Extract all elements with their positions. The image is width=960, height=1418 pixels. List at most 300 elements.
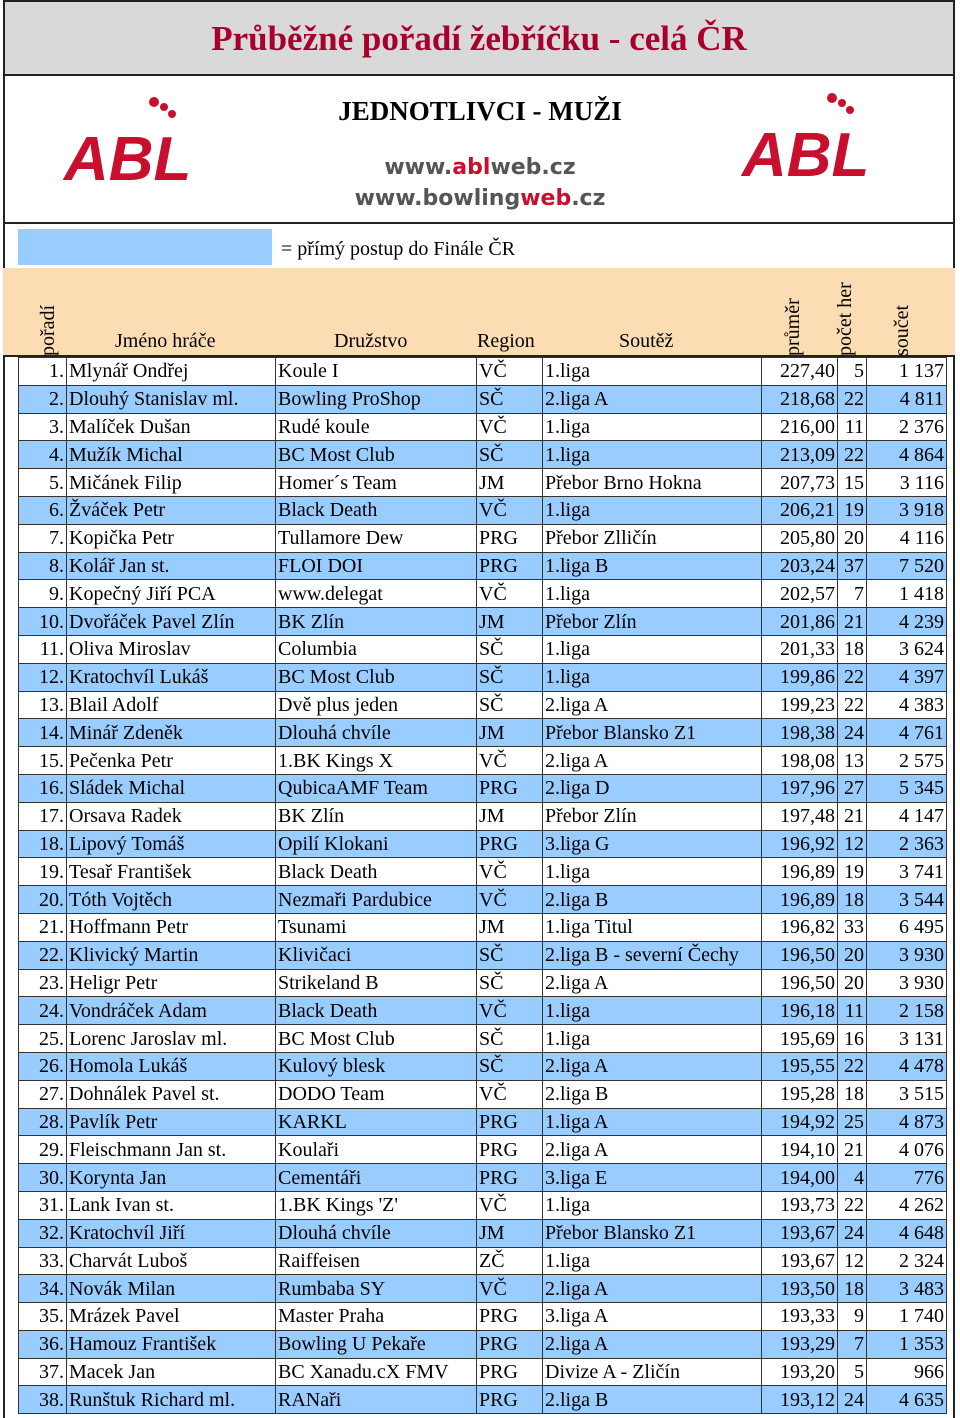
cell-average: 203,24 <box>762 552 838 580</box>
website-link-bowling[interactable] <box>0 186 960 211</box>
cell-region: PRG <box>477 1303 543 1331</box>
cell-player-name: Malíček Dušan <box>67 413 276 441</box>
cell-team: Klivičaci <box>276 941 477 969</box>
cell-average: 213,09 <box>762 441 838 469</box>
cell-rank: 8. <box>19 552 67 580</box>
cell-player-name: Dohnálek Pavel st. <box>67 1080 276 1108</box>
col-header-region: Region <box>477 330 535 352</box>
cell-player-name: Fleischmann Jan st. <box>67 1136 276 1164</box>
cell-player-name: Mužík Michal <box>67 441 276 469</box>
cell-team: 1.BK Kings 'Z' <box>276 1191 477 1219</box>
cell-league: 2.liga A <box>543 691 762 719</box>
cell-league: 3.liga G <box>543 830 762 858</box>
cell-region: VČ <box>477 1191 543 1219</box>
cell-league: 1.liga A <box>543 1108 762 1136</box>
cell-rank: 13. <box>19 691 67 719</box>
cell-region: SČ <box>477 441 543 469</box>
cell-region: VČ <box>477 496 543 524</box>
cell-team: Raiffeisen <box>276 1247 477 1275</box>
cell-rank: 2. <box>19 385 67 413</box>
cell-player-name: Heligr Petr <box>67 969 276 997</box>
cell-total: 4 635 <box>867 1386 947 1414</box>
cell-player-name: Lipový Tomáš <box>67 830 276 858</box>
cell-average: 194,00 <box>762 1164 838 1192</box>
cell-total: 2 575 <box>867 747 947 775</box>
cell-league: 1.liga <box>543 858 762 886</box>
cell-average: 193,67 <box>762 1247 838 1275</box>
cell-average: 193,33 <box>762 1303 838 1331</box>
cell-total: 4 864 <box>867 441 947 469</box>
cell-region: PRG <box>477 524 543 552</box>
logo-text-right: ABL <box>742 121 870 182</box>
table-row <box>19 1275 947 1303</box>
page-subtitle: JEDNOTLIVCI - MUŽI <box>338 96 622 126</box>
abl-logo-left <box>62 96 192 186</box>
table-row <box>19 1330 947 1358</box>
site1-prefix: www. <box>384 155 453 180</box>
cell-average: 193,20 <box>762 1358 838 1386</box>
cell-games: 20 <box>838 969 867 997</box>
cell-region: PRG <box>477 830 543 858</box>
cell-games: 15 <box>838 469 867 497</box>
cell-average: 197,96 <box>762 774 838 802</box>
cell-average: 196,89 <box>762 886 838 914</box>
cell-player-name: Sládek Michal <box>67 774 276 802</box>
cell-average: 196,50 <box>762 969 838 997</box>
cell-player-name: Kratochvíl Lukáš <box>67 663 276 691</box>
legend-color-swatch <box>18 229 272 265</box>
table-row <box>19 1164 947 1192</box>
cell-team: Koulaři <box>276 1136 477 1164</box>
cell-region: PRG <box>477 1330 543 1358</box>
cell-player-name: Tóth Vojtěch <box>67 886 276 914</box>
cell-average: 199,86 <box>762 663 838 691</box>
table-row <box>19 858 947 886</box>
cell-team: DODO Team <box>276 1080 477 1108</box>
cell-player-name: Pečenka Petr <box>67 747 276 775</box>
cell-rank: 12. <box>19 663 67 691</box>
cell-league: 1.liga B <box>543 552 762 580</box>
cell-league: 1.liga <box>543 635 762 663</box>
cell-rank: 36. <box>19 1330 67 1358</box>
cell-region: ZČ <box>477 1247 543 1275</box>
cell-team: BK Zlín <box>276 802 477 830</box>
cell-games: 11 <box>838 413 867 441</box>
cell-games: 7 <box>838 580 867 608</box>
table-row <box>19 413 947 441</box>
cell-average: 198,38 <box>762 719 838 747</box>
cell-player-name: Homola Lukáš <box>67 1052 276 1080</box>
cell-player-name: Novák Milan <box>67 1275 276 1303</box>
cell-total: 4 239 <box>867 608 947 636</box>
cell-team: FLOI DOI <box>276 552 477 580</box>
title-bar <box>3 0 955 76</box>
cell-player-name: Klivický Martin <box>67 941 276 969</box>
cell-rank: 15. <box>19 747 67 775</box>
cell-rank: 17. <box>19 802 67 830</box>
cell-league: 2.liga B <box>543 1386 762 1414</box>
table-row <box>19 496 947 524</box>
cell-league: Přebor Brno Hokna <box>543 469 762 497</box>
cell-rank: 25. <box>19 1025 67 1053</box>
cell-total: 2 363 <box>867 830 947 858</box>
cell-team: BC Most Club <box>276 1025 477 1053</box>
table-row <box>19 524 947 552</box>
table-row <box>19 1358 947 1386</box>
cell-league: 1.liga <box>543 358 762 386</box>
cell-rank: 26. <box>19 1052 67 1080</box>
cell-games: 37 <box>838 552 867 580</box>
cell-average: 195,55 <box>762 1052 838 1080</box>
cell-average: 216,00 <box>762 413 838 441</box>
cell-league: 2.liga A <box>543 1136 762 1164</box>
col-header-team: Družstvo <box>334 330 408 352</box>
cell-total: 1 137 <box>867 358 947 386</box>
cell-team: Tsunami <box>276 913 477 941</box>
table-row <box>19 635 947 663</box>
cell-average: 196,92 <box>762 830 838 858</box>
cell-league: 1.liga Titul <box>543 913 762 941</box>
cell-region: SČ <box>477 691 543 719</box>
cell-rank: 14. <box>19 719 67 747</box>
cell-team: RANaři <box>276 1386 477 1414</box>
cell-player-name: Mlynář Ondřej <box>67 358 276 386</box>
cell-league: 2.liga B <box>543 886 762 914</box>
cell-player-name: Pavlík Petr <box>67 1108 276 1136</box>
cell-games: 22 <box>838 1052 867 1080</box>
cell-total: 4 648 <box>867 1219 947 1247</box>
cell-region: PRG <box>477 1164 543 1192</box>
cell-player-name: Dlouhý Stanislav ml. <box>67 385 276 413</box>
table-row <box>19 1303 947 1331</box>
cell-games: 13 <box>838 747 867 775</box>
cell-league: 2.liga A <box>543 969 762 997</box>
cell-region: PRG <box>477 552 543 580</box>
cell-player-name: Minář Zdeněk <box>67 719 276 747</box>
cell-rank: 5. <box>19 469 67 497</box>
col-header-name: Jméno hráče <box>115 330 216 352</box>
cell-rank: 23. <box>19 969 67 997</box>
cell-region: VČ <box>477 747 543 775</box>
cell-total: 3 131 <box>867 1025 947 1053</box>
table-row <box>19 969 947 997</box>
cell-games: 18 <box>838 1080 867 1108</box>
cell-team: Cementáři <box>276 1164 477 1192</box>
cell-team: Bowling U Pekaře <box>276 1330 477 1358</box>
table-row <box>19 830 947 858</box>
col-header-rank: pořadí <box>37 304 59 356</box>
cell-total: 4 116 <box>867 524 947 552</box>
cell-region: PRG <box>477 1108 543 1136</box>
cell-total: 3 624 <box>867 635 947 663</box>
cell-rank: 32. <box>19 1219 67 1247</box>
cell-league: 1.liga <box>543 1191 762 1219</box>
cell-average: 196,82 <box>762 913 838 941</box>
cell-player-name: Kopička Petr <box>67 524 276 552</box>
cell-games: 33 <box>838 913 867 941</box>
table-row <box>19 1136 947 1164</box>
cell-average: 196,89 <box>762 858 838 886</box>
cell-player-name: Orsava Radek <box>67 802 276 830</box>
cell-league: 1.liga <box>543 441 762 469</box>
table-row <box>19 358 947 386</box>
col-header-games: počet her <box>834 282 856 356</box>
cell-region: VČ <box>477 413 543 441</box>
cell-league: 2.liga A <box>543 747 762 775</box>
cell-total: 3 544 <box>867 886 947 914</box>
cell-rank: 37. <box>19 1358 67 1386</box>
site2-accent: web <box>520 186 572 211</box>
table-row <box>19 663 947 691</box>
table-row <box>19 802 947 830</box>
cell-league: 1.liga <box>543 496 762 524</box>
cell-league: Přebor Blansko Z1 <box>543 1219 762 1247</box>
table-row <box>19 385 947 413</box>
cell-average: 193,29 <box>762 1330 838 1358</box>
cell-rank: 7. <box>19 524 67 552</box>
cell-average: 198,08 <box>762 747 838 775</box>
cell-player-name: Kolář Jan st. <box>67 552 276 580</box>
cell-total: 4 811 <box>867 385 947 413</box>
cell-team: KARKL <box>276 1108 477 1136</box>
cell-games: 22 <box>838 663 867 691</box>
cell-average: 193,50 <box>762 1275 838 1303</box>
cell-games: 22 <box>838 385 867 413</box>
cell-games: 21 <box>838 1136 867 1164</box>
table-row <box>19 1219 947 1247</box>
cell-team: BC Most Club <box>276 441 477 469</box>
cell-average: 194,10 <box>762 1136 838 1164</box>
cell-average: 207,73 <box>762 469 838 497</box>
cell-rank: 19. <box>19 858 67 886</box>
cell-player-name: Hamouz František <box>67 1330 276 1358</box>
col-header-total: součet <box>891 304 913 356</box>
cell-games: 5 <box>838 358 867 386</box>
cell-total: 5 345 <box>867 774 947 802</box>
cell-player-name: Hoffmann Petr <box>67 913 276 941</box>
table-row <box>19 580 947 608</box>
table-row <box>19 913 947 941</box>
cell-team: Rumbaba SY <box>276 1275 477 1303</box>
cell-team: Black Death <box>276 496 477 524</box>
cell-team: BC Xanadu.cX FMV <box>276 1358 477 1386</box>
cell-region: SČ <box>477 941 543 969</box>
cell-player-name: Korynta Jan <box>67 1164 276 1192</box>
cell-rank: 27. <box>19 1080 67 1108</box>
cell-total: 4 262 <box>867 1191 947 1219</box>
cell-region: JM <box>477 913 543 941</box>
cell-total: 2 376 <box>867 413 947 441</box>
cell-average: 196,18 <box>762 997 838 1025</box>
cell-games: 7 <box>838 1330 867 1358</box>
cell-player-name: Oliva Miroslav <box>67 635 276 663</box>
cell-region: SČ <box>477 663 543 691</box>
table-row <box>19 941 947 969</box>
cell-region: VČ <box>477 1080 543 1108</box>
cell-total: 4 397 <box>867 663 947 691</box>
cell-total: 776 <box>867 1164 947 1192</box>
cell-player-name: Dvořáček Pavel Zlín <box>67 608 276 636</box>
cell-league: 3.liga A <box>543 1303 762 1331</box>
cell-team: Koule I <box>276 358 477 386</box>
table-row <box>19 774 947 802</box>
cell-player-name: Vondráček Adam <box>67 997 276 1025</box>
cell-player-name: Kratochvíl Jiří <box>67 1219 276 1247</box>
cell-region: PRG <box>477 1358 543 1386</box>
table-row <box>19 1247 947 1275</box>
site2-prefix: www.bowling <box>354 186 521 211</box>
cell-team: Black Death <box>276 997 477 1025</box>
cell-region: VČ <box>477 580 543 608</box>
cell-games: 19 <box>838 496 867 524</box>
cell-team: Opilí Klokani <box>276 830 477 858</box>
cell-team: Rudé koule <box>276 413 477 441</box>
cell-games: 18 <box>838 635 867 663</box>
cell-team: Bowling ProShop <box>276 385 477 413</box>
cell-average: 197,48 <box>762 802 838 830</box>
site1-suffix: web.cz <box>490 155 576 180</box>
table-row <box>19 608 947 636</box>
cell-total: 4 478 <box>867 1052 947 1080</box>
table-row <box>19 441 947 469</box>
cell-total: 2 158 <box>867 997 947 1025</box>
cell-region: JM <box>477 469 543 497</box>
cell-region: VČ <box>477 1275 543 1303</box>
cell-team: Master Praha <box>276 1303 477 1331</box>
table-row <box>19 747 947 775</box>
table-row <box>19 997 947 1025</box>
cell-total: 4 873 <box>867 1108 947 1136</box>
cell-region: SČ <box>477 635 543 663</box>
cell-league: 2.liga A <box>543 385 762 413</box>
cell-region: JM <box>477 1219 543 1247</box>
cell-league: 1.liga <box>543 663 762 691</box>
cell-team: www.delegat <box>276 580 477 608</box>
cell-rank: 16. <box>19 774 67 802</box>
cell-total: 1 353 <box>867 1330 947 1358</box>
cell-rank: 6. <box>19 496 67 524</box>
site1-accent: abl <box>452 155 491 180</box>
cell-games: 11 <box>838 997 867 1025</box>
cell-region: JM <box>477 608 543 636</box>
cell-total: 3 515 <box>867 1080 947 1108</box>
cell-total: 4 076 <box>867 1136 947 1164</box>
cell-player-name: Mičánek Filip <box>67 469 276 497</box>
cell-average: 193,12 <box>762 1386 838 1414</box>
cell-games: 18 <box>838 886 867 914</box>
cell-player-name: Charvát Luboš <box>67 1247 276 1275</box>
cell-average: 193,67 <box>762 1219 838 1247</box>
table-row <box>19 719 947 747</box>
cell-player-name: Blail Adolf <box>67 691 276 719</box>
cell-region: PRG <box>477 1386 543 1414</box>
cell-league: 3.liga E <box>543 1164 762 1192</box>
cell-team: Dlouhá chvíle <box>276 1219 477 1247</box>
cell-league: Přebor Zlličín <box>543 524 762 552</box>
cell-rank: 20. <box>19 886 67 914</box>
cell-player-name: Lank Ivan st. <box>67 1191 276 1219</box>
page-title: Průběžné pořadí žebříčku - celá ČR <box>211 19 747 58</box>
cell-games: 20 <box>838 941 867 969</box>
cell-team: Black Death <box>276 858 477 886</box>
cell-region: PRG <box>477 774 543 802</box>
cell-rank: 35. <box>19 1303 67 1331</box>
cell-region: SČ <box>477 1025 543 1053</box>
cell-total: 3 930 <box>867 969 947 997</box>
cell-rank: 24. <box>19 997 67 1025</box>
cell-games: 4 <box>838 1164 867 1192</box>
cell-rank: 10. <box>19 608 67 636</box>
cell-region: JM <box>477 802 543 830</box>
table-row <box>19 1191 947 1219</box>
cell-total: 4 383 <box>867 691 947 719</box>
cell-total: 3 918 <box>867 496 947 524</box>
table-row <box>19 1052 947 1080</box>
cell-team: Nezmaři Pardubice <box>276 886 477 914</box>
cell-games: 9 <box>838 1303 867 1331</box>
table-row <box>19 886 947 914</box>
cell-region: PRG <box>477 1136 543 1164</box>
cell-league: 1.liga <box>543 580 762 608</box>
cell-league: 1.liga <box>543 1247 762 1275</box>
cell-rank: 9. <box>19 580 67 608</box>
cell-total: 4 147 <box>867 802 947 830</box>
cell-rank: 34. <box>19 1275 67 1303</box>
cell-player-name: Tesař František <box>67 858 276 886</box>
cell-league: 1.liga <box>543 997 762 1025</box>
ranking-table <box>18 357 947 1414</box>
cell-region: VČ <box>477 997 543 1025</box>
cell-player-name: Mrázek Pavel <box>67 1303 276 1331</box>
cell-rank: 4. <box>19 441 67 469</box>
cell-games: 22 <box>838 441 867 469</box>
cell-total: 966 <box>867 1358 947 1386</box>
cell-league: Přebor Zlín <box>543 802 762 830</box>
cell-average: 227,40 <box>762 358 838 386</box>
cell-games: 21 <box>838 608 867 636</box>
cell-team: Homer´s Team <box>276 469 477 497</box>
cell-total: 3 930 <box>867 941 947 969</box>
cell-average: 195,69 <box>762 1025 838 1053</box>
cell-games: 21 <box>838 802 867 830</box>
cell-region: VČ <box>477 886 543 914</box>
cell-average: 201,86 <box>762 608 838 636</box>
table-row <box>19 1080 947 1108</box>
cell-team: Tullamore Dew <box>276 524 477 552</box>
cell-league: 2.liga B - severní Čechy <box>543 941 762 969</box>
cell-region: SČ <box>477 969 543 997</box>
cell-average: 201,33 <box>762 635 838 663</box>
cell-total: 1 740 <box>867 1303 947 1331</box>
cell-games: 19 <box>838 858 867 886</box>
cell-region: JM <box>477 719 543 747</box>
cell-player-name: Žváček Petr <box>67 496 276 524</box>
cell-average: 196,50 <box>762 941 838 969</box>
cell-games: 22 <box>838 691 867 719</box>
cell-league: 1.liga <box>543 413 762 441</box>
table-row <box>19 469 947 497</box>
cell-region: SČ <box>477 1052 543 1080</box>
table-row <box>19 1025 947 1053</box>
cell-games: 24 <box>838 719 867 747</box>
cell-league: Přebor Blansko Z1 <box>543 719 762 747</box>
cell-league: 2.liga A <box>543 1330 762 1358</box>
cell-league: Divize A - Zličín <box>543 1358 762 1386</box>
cell-games: 12 <box>838 1247 867 1275</box>
cell-region: VČ <box>477 358 543 386</box>
cell-league: 2.liga A <box>543 1275 762 1303</box>
cell-games: 24 <box>838 1386 867 1414</box>
